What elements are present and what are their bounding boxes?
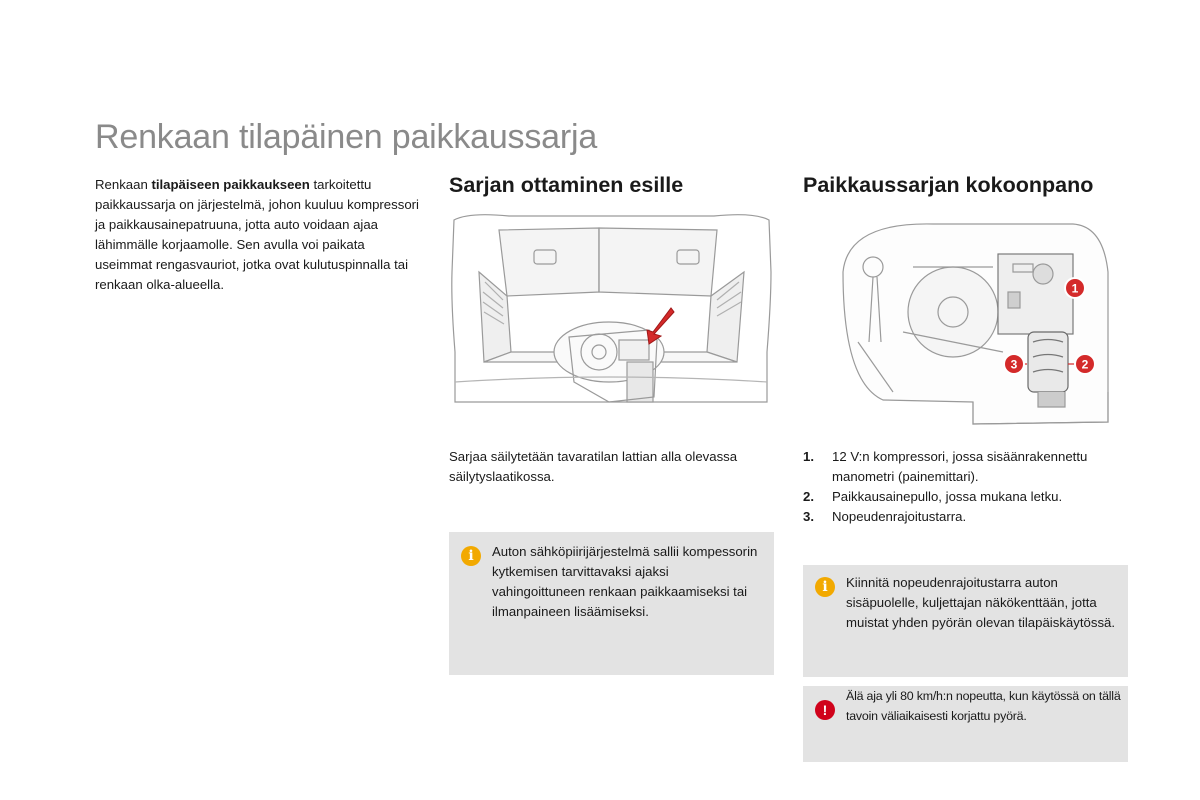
warning-icon: !: [815, 700, 835, 720]
intro-text-pre: Renkaan: [95, 177, 152, 192]
callout-1: 1: [1071, 281, 1079, 296]
list-item: [803, 447, 1143, 487]
info-icon: i: [461, 546, 481, 566]
list-item-text: Nopeudenrajoitustarra.: [832, 509, 967, 524]
section-heading-retrieval: Sarjan ottaminen esille: [449, 173, 684, 197]
retrieval-caption: Sarjaa säilytetään tavaratilan lattian alla olevassa säilytyslaatikossa.: [449, 449, 738, 484]
list-item-text: Paikkausainepullo, jossa mukana letku.: [832, 489, 1063, 504]
list-item: [803, 487, 1143, 507]
warning-box-speed: [803, 686, 1128, 762]
info-text-sticker: Kiinnitä nopeudenrajoitustarra auton sisäpuolelle, kuljettajan näkökenttään, jotta muistat yhden pyörän olevan tilapäiskäytössä.: [846, 575, 1116, 630]
list-item: [803, 507, 1143, 527]
list-item-number: 2.: [803, 489, 814, 504]
list-item-number: 1.: [803, 449, 814, 464]
section-heading-contents: Paikkaussarjan kokoonpano: [803, 173, 1094, 197]
intro-paragraph: [95, 175, 425, 295]
list-item-number: 3.: [803, 509, 814, 524]
callout-3: 3: [1010, 357, 1018, 372]
info-box-compressor: [449, 532, 774, 675]
trunk-illustration: [449, 212, 774, 412]
info-text-compressor: Auton sähköpiirijärjestelmä sallii kompessorin kytkemisen tarvittavaksi ajaksi vahingoittuneen renkaan paikkaamiseksi tai ilmanpaineen lisäämiseksi.: [492, 544, 758, 619]
list-item-text: 12 V:n kompressori, jossa sisäänrakennettu manometri (painemittari).: [832, 449, 1088, 484]
contents-list: [803, 447, 1143, 527]
kit-illustration: [803, 212, 1128, 437]
intro-text-bold: tilapäiseen paikkaukseen: [151, 177, 310, 192]
info-icon: i: [815, 577, 835, 597]
page-title: Renkaan tilapäinen paikkaussarja: [95, 118, 598, 156]
info-box-sticker: [803, 565, 1128, 677]
intro-text-post: tarkoitettu paikkaussarja on järjestelmä, johon kuuluu kompressori ja paikkausainepatruuna, jotta auto voidaan ajaa lähimmälle korjaamolle. Sen avulla voi paikata useimmat rengasvauriot, jotka ovat kulutuspinnalla tai renkaan olka-alueella.: [95, 177, 419, 292]
callout-2: 2: [1081, 357, 1089, 372]
warning-text-speed: Älä aja yli 80 km/h:n nopeutta, kun käytössä on tällä tavoin väliaikaisesti korjattu pyörä.: [846, 689, 1121, 723]
